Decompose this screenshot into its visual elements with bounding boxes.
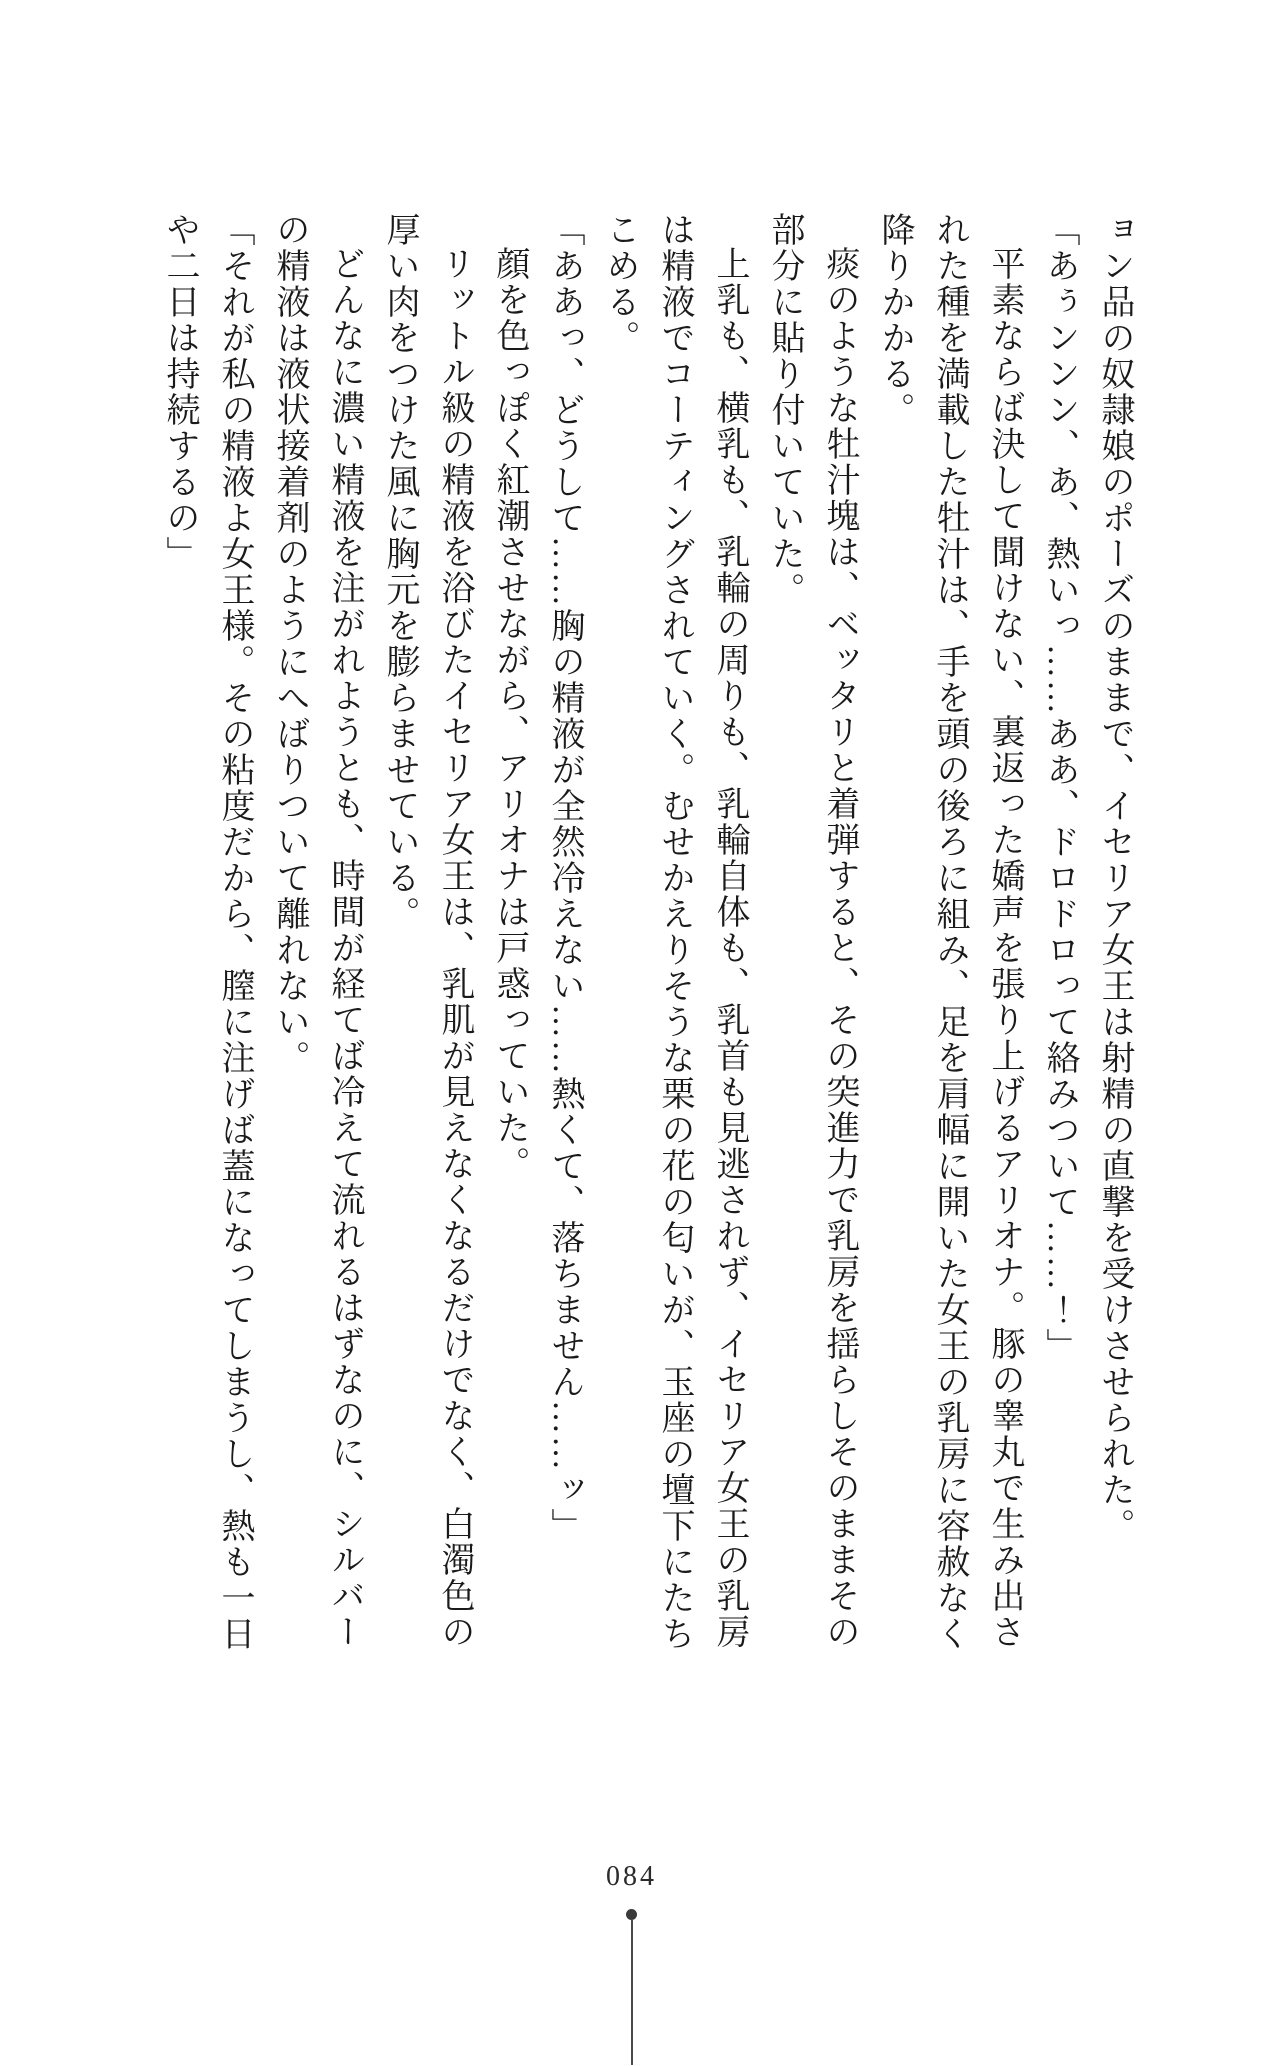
ornament-dot-icon	[626, 1909, 637, 1920]
main-text-block	[152, 212, 1142, 1654]
paragraph-dialogue: 「それが私の精液よ女王様。その粘度だから、膣に注げば蓋になってしまうし、熱も一日や二日は持続するの」	[161, 212, 253, 1652]
paragraph: 上乳も、横乳も、乳輪の周りも、乳輪自体も、乳首も見逃されず、イセリア女王の乳房は精液でコーティングされていく。むせかえりそうな栗の花の匂いが、玉座の壇下にたちこめる。	[601, 212, 748, 1652]
paragraph: 平素ならば決して聞けない、裏返った嬌声を張り上げるアリオナ。豚の睾丸で生み出された種を満載した牡汁は、手を頭の後ろに組み、足を肩幅に開いた女王の乳房に容赦なく降りかかる。	[876, 212, 1023, 1652]
paragraph-dialogue: 「ああっ、どうして……胸の精液が全然冷えない……熱くて、落ちません……ッ」	[546, 212, 583, 1544]
paragraph: ョン品の奴隷娘のポーズのままで、イセリア女王は射精の直撃を受けさせられた。	[1096, 212, 1133, 1544]
page-footer	[0, 1862, 1263, 2065]
paragraph: 顔を色っぽく紅潮させながら、アリオナは戸惑っていた。	[491, 246, 528, 1182]
paragraph: 痰のような牡汁塊は、ベッタリと着弾すると、その突進力で乳房を揺らしそのままその部分に貼り付いていた。	[766, 212, 858, 1650]
paragraph-dialogue: 「あぅンンン、あ、熱いっ……ああ、ドロドロって絡みついて……！」	[1041, 212, 1078, 1364]
paragraph: リットル級の精液を浴びたイセリア女王は、乳肌が見えなくなるだけでなく、白濁色の厚い肉をつけた風に胸元を膨らませている。	[381, 212, 473, 1650]
paragraph: どんなに濃い精液を注がれようとも、時間が経てば冷えて流れるはずなのに、シルバーの精液は液状接着剤のようにへばりついて離れない。	[271, 212, 363, 1650]
ornament-line	[631, 1920, 633, 2065]
page-number: 084	[606, 1861, 657, 1892]
